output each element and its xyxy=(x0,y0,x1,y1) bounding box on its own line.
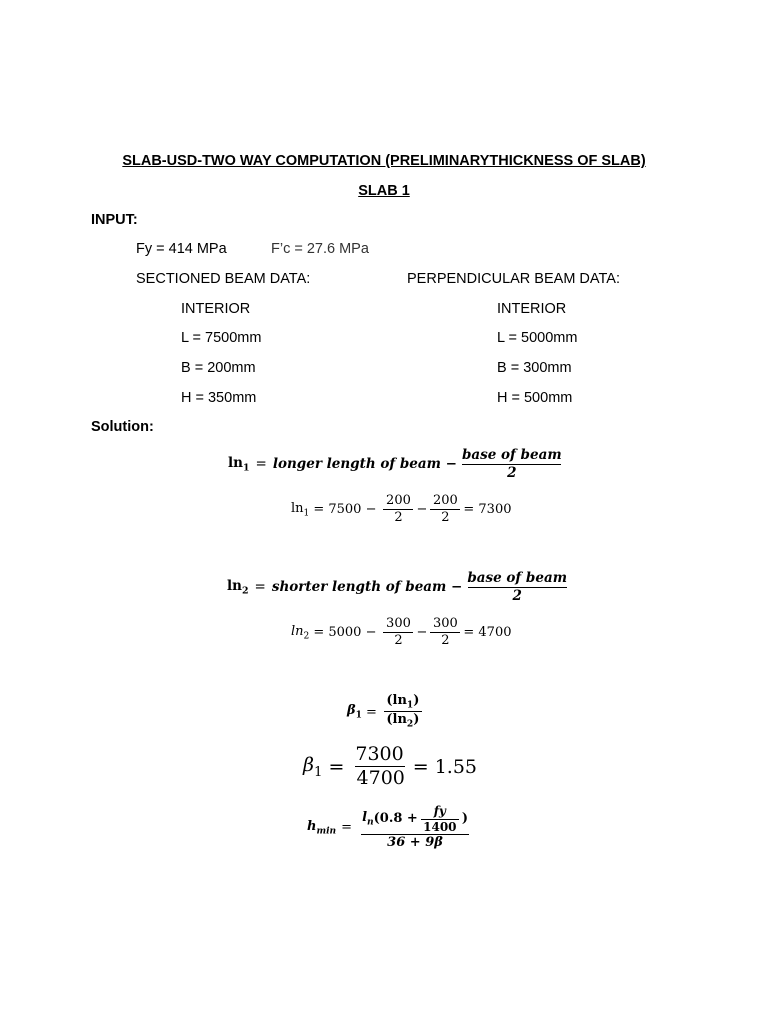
eq1c-n1: 200 xyxy=(386,493,411,508)
perpendicular-type: INTERIOR xyxy=(497,301,567,317)
sectioned-H: H = 350mm xyxy=(181,390,257,406)
beta-lhs xyxy=(347,703,362,721)
solution-label: Solution: xyxy=(91,419,154,435)
eq2c-frac1 xyxy=(383,617,413,649)
betac-lhs-text: β xyxy=(303,753,314,776)
betac-lhs xyxy=(303,754,322,780)
perpendicular-B: B = 300mm xyxy=(497,360,572,376)
fy-value: Fy = 414 MPa xyxy=(136,241,227,257)
eq1c-lhs-text: ln xyxy=(291,500,304,516)
eq2c-start: = 5000 − xyxy=(313,625,377,641)
hmin-inner-fraction xyxy=(421,805,459,834)
eq1c-lhs xyxy=(291,501,309,519)
eq2c-lhs xyxy=(291,624,309,642)
eq2c-result: = 4700 xyxy=(463,625,512,641)
eq2c-minus: − xyxy=(416,625,428,641)
eq1-fraction xyxy=(460,448,564,481)
page-subtitle-text: SLAB 1 xyxy=(358,183,410,199)
eq2c-n1: 300 xyxy=(386,616,411,631)
betac-lhs-sub: 1 xyxy=(313,764,323,780)
equation-ln1-calc xyxy=(291,494,511,526)
eq2c-d1: 2 xyxy=(383,632,413,649)
beta-den xyxy=(384,711,422,731)
eq2-fraction xyxy=(465,571,569,604)
beta-den-text: (ln xyxy=(386,712,407,728)
eq1c-result: = 7300 xyxy=(463,502,512,518)
eq1c-frac2 xyxy=(430,494,460,526)
beta-fraction xyxy=(384,694,422,731)
betac-den: 4700 xyxy=(356,766,405,789)
hmin-lhs-text: h xyxy=(307,819,317,835)
hmin-ln-sub: n xyxy=(367,816,374,828)
eq1c-frac1 xyxy=(383,494,413,526)
eq1-lhs xyxy=(228,455,250,474)
beta-den-close: ) xyxy=(413,712,420,728)
beta-den-sub: 2 xyxy=(406,718,414,730)
input-label: INPUT: xyxy=(91,212,138,228)
hmin-num-close: ) xyxy=(461,811,468,827)
page-subtitle xyxy=(0,183,768,199)
hmin-fraction xyxy=(360,805,470,851)
eq1c-d1: 2 xyxy=(383,509,413,526)
hmin-ln-text: l xyxy=(362,810,368,826)
eq1-frac-den: 2 xyxy=(462,464,561,481)
perpendicular-beam-header: PERPENDICULAR BEAM DATA: xyxy=(407,271,620,287)
hmin-num xyxy=(360,805,470,834)
eq2c-lhs-text: ln xyxy=(291,623,304,639)
eq2c-d2: 2 xyxy=(430,632,460,649)
hmin-den: 36 + 9β xyxy=(361,834,469,851)
eq2c-frac2 xyxy=(430,617,460,649)
hmin-equals: = xyxy=(341,820,353,836)
sectioned-L: L = 7500mm xyxy=(181,330,262,346)
eq2-frac-num: base of beam xyxy=(467,570,567,586)
betac-fraction xyxy=(353,744,405,790)
hmin-inner-den: 1400 xyxy=(421,819,459,834)
equation-ln2-calc xyxy=(291,617,511,649)
eq2-lhs-text: ln xyxy=(227,578,242,594)
betac-equals: = xyxy=(328,755,345,778)
equation-ln2-definition xyxy=(227,571,572,604)
beta-lhs-sub: 1 xyxy=(355,710,362,722)
eq1-lhs-sub: 1 xyxy=(242,462,250,474)
hmin-num-open: (0.8 + xyxy=(373,811,418,827)
eq2-lhs-sub: 2 xyxy=(241,585,249,597)
sectioned-beam-header: SECTIONED BEAM DATA: xyxy=(136,271,311,287)
perpendicular-H: H = 500mm xyxy=(497,390,573,406)
hmin-ln xyxy=(362,811,374,828)
eq1c-lhs-sub: 1 xyxy=(303,508,310,519)
page-title-text: SLAB-USD-TWO WAY COMPUTATION (PRELIMINARYTHICKNESS OF SLAB) xyxy=(122,153,646,169)
beta-lhs-text: β xyxy=(347,703,356,719)
equation-hmin xyxy=(307,805,473,851)
fc-value: F’c = 27.6 MPa xyxy=(271,241,369,257)
hmin-lhs xyxy=(307,819,336,837)
sectioned-B: B = 200mm xyxy=(181,360,256,376)
beta-num xyxy=(384,694,421,711)
hmin-lhs-sub: min xyxy=(316,825,337,837)
betac-num: 7300 xyxy=(355,743,404,765)
eq1c-n2: 200 xyxy=(432,493,458,508)
equation-beta-formula xyxy=(347,694,425,731)
eq2-frac-den: 2 xyxy=(468,587,567,604)
eq2-equals: = xyxy=(254,579,266,596)
perpendicular-L: L = 5000mm xyxy=(497,330,578,346)
beta-num-sub: 1 xyxy=(406,699,414,711)
eq1-rhs-text: longer length of beam − xyxy=(272,456,457,473)
beta-num-close: ) xyxy=(413,693,420,708)
eq1-frac-num: base of beam xyxy=(461,447,562,463)
sectioned-type: INTERIOR xyxy=(181,301,251,317)
beta-num-text: (ln xyxy=(386,693,407,708)
eq1-lhs-text: ln xyxy=(228,455,243,471)
eq1-equals: = xyxy=(255,456,267,473)
eq2c-lhs-sub: 2 xyxy=(303,631,310,642)
eq2c-n2: 300 xyxy=(432,616,458,631)
equation-ln1-definition xyxy=(228,448,567,481)
page-title xyxy=(0,153,768,169)
eq1c-start: = 7500 − xyxy=(313,502,377,518)
eq1c-d2: 2 xyxy=(430,509,460,526)
hmin-inner-num: fy xyxy=(433,804,446,818)
eq1c-minus: − xyxy=(416,502,428,518)
eq2-rhs-text: shorter length of beam − xyxy=(271,579,463,596)
betac-result: = 1.55 xyxy=(412,755,477,778)
beta-equals: = xyxy=(365,704,377,720)
eq2-lhs xyxy=(227,578,249,597)
equation-beta-calc xyxy=(303,744,477,790)
